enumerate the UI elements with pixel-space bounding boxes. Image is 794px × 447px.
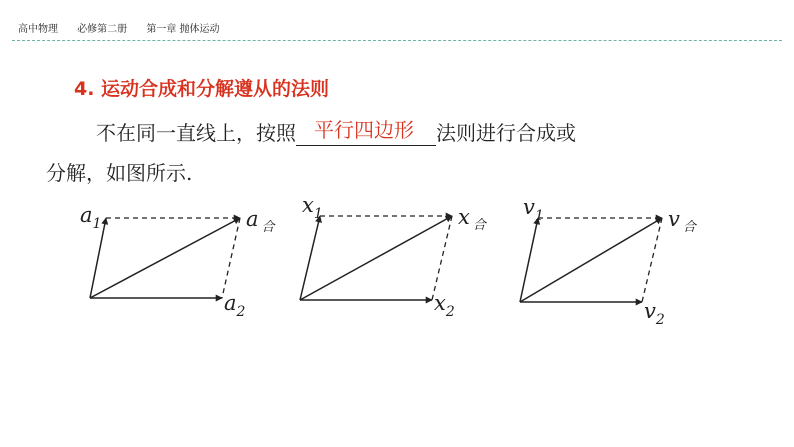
breadcrumb-subject: 高中物理 (18, 24, 58, 35)
vector-v1-arrow (520, 218, 538, 302)
parallelogram-a (80, 203, 277, 320)
dashed-edge-right (222, 218, 240, 298)
label-v-result: v $_合$ (668, 207, 696, 235)
dashed-edge-right (432, 216, 452, 300)
parallelogram-v (520, 195, 698, 328)
body-text-after-blank: 法则进行合成或 (436, 121, 576, 145)
vector-v-result-arrow (520, 218, 662, 302)
label-a2: $a_2$ (224, 291, 246, 320)
body-line-2: 分解，如图所示. (46, 161, 193, 185)
label-x2: $x_2$ (434, 291, 455, 320)
vector-a-result-arrow (90, 218, 240, 298)
label-x1: $x_1$ (302, 193, 323, 222)
section-title: 4. 运动合成和分解遵从的法则 (74, 78, 330, 100)
label-a-result: a $_合$ (246, 207, 275, 235)
parallelogram-x (300, 193, 488, 320)
breadcrumb-chapter: 第一章 抛体运动 (146, 24, 220, 35)
vector-x1-arrow (300, 216, 320, 300)
label-x-result: x $_合$ (458, 205, 486, 233)
label-v1: $v_1$ (523, 195, 544, 224)
vector-x-result-arrow (300, 216, 452, 300)
dashed-edge-right (642, 218, 662, 302)
breadcrumb-book: 必修第二册 (77, 24, 128, 35)
label-v2: $v_2$ (644, 299, 665, 328)
answer-text: 平行四边形 (314, 118, 414, 142)
body-text-before-blank: 不在同一直线上，按照 (96, 121, 296, 145)
label-a1: $a_1$ (80, 203, 102, 232)
